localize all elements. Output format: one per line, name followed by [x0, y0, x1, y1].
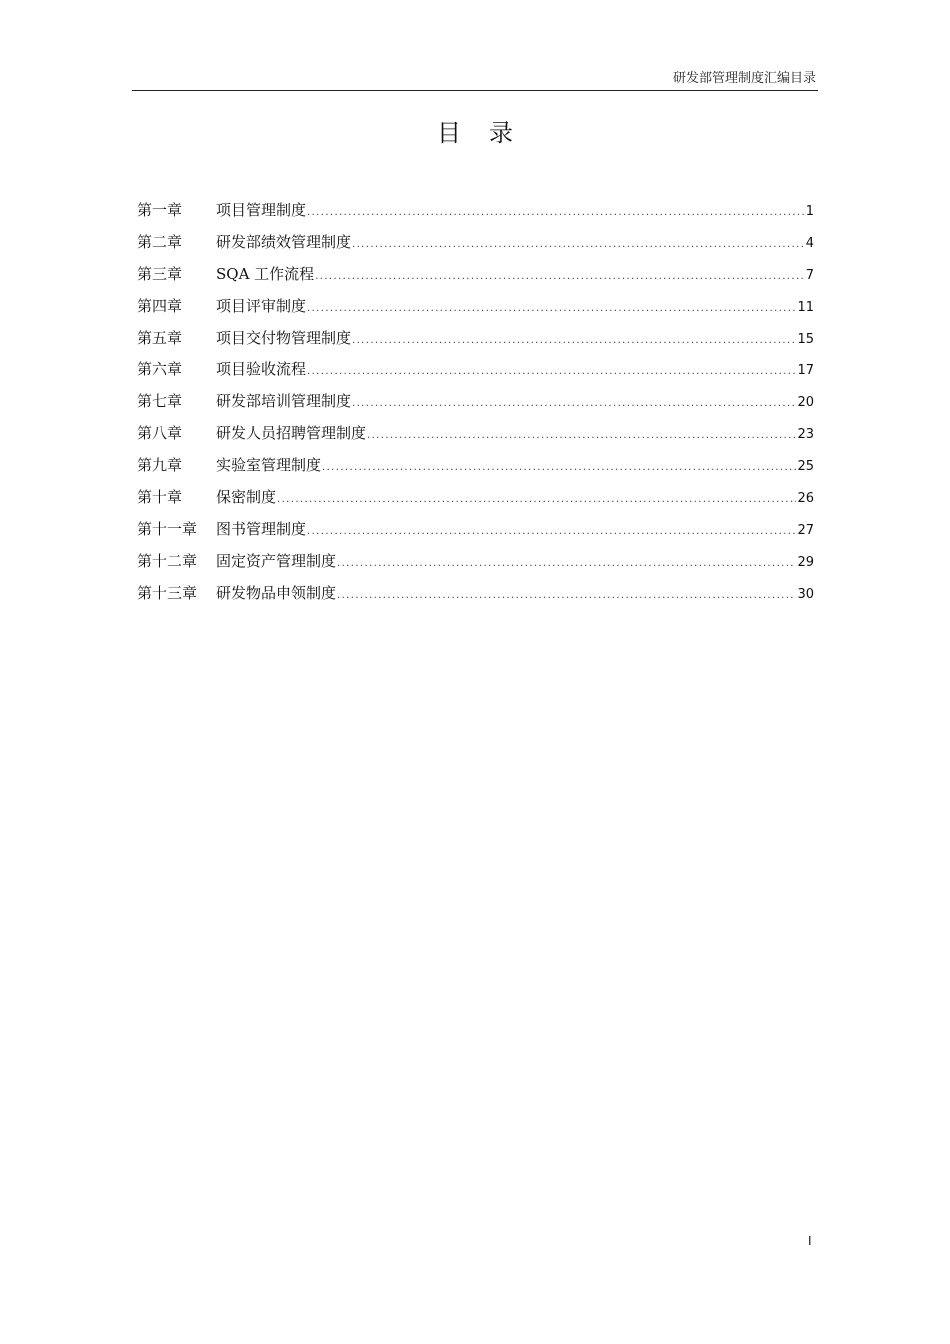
- toc-page-number: 4: [805, 235, 814, 251]
- toc-leader: [337, 550, 796, 578]
- toc-entry[interactable]: [137, 355, 814, 387]
- toc-chapter: 第一章: [137, 201, 183, 219]
- toc-page-number: 1: [805, 204, 814, 219]
- toc-leader: [277, 486, 796, 514]
- toc-title: 项目管理制度: [216, 201, 307, 219]
- toc-leader: [352, 231, 805, 259]
- toc-entry[interactable]: [137, 387, 814, 419]
- toc-title: 研发人员招聘管理制度: [216, 424, 367, 443]
- header-title: 研发部管理制度汇编目录: [672, 71, 816, 86]
- toc-chapter: 第十三章: [137, 583, 198, 602]
- toc-chapter: 第六章: [137, 360, 183, 379]
- toc-title: 项目交付物管理制度: [216, 328, 352, 347]
- toc-page-number: 17: [797, 363, 814, 379]
- toc-entry[interactable]: [137, 579, 814, 611]
- toc-entry[interactable]: [137, 292, 814, 324]
- toc-title: 研发部培训管理制度: [216, 392, 352, 411]
- toc-entry[interactable]: [137, 419, 814, 451]
- page-header: [132, 70, 818, 91]
- toc-leader: [307, 518, 796, 546]
- toc-page-number: 27: [797, 522, 814, 538]
- toc-chapter: 第二章: [137, 232, 183, 251]
- toc-page-number: 29: [797, 554, 814, 570]
- toc-leader: [307, 358, 796, 386]
- table-of-contents: [137, 196, 814, 611]
- toc-page-number: 15: [797, 331, 814, 347]
- toc-page-number: 23: [797, 427, 814, 443]
- toc-chapter: 第十章: [137, 488, 183, 507]
- toc-entry[interactable]: [137, 547, 814, 579]
- toc-leader: [337, 582, 796, 610]
- title-char-2: 录: [489, 119, 513, 147]
- toc-title: 项目验收流程: [216, 360, 307, 379]
- toc-leader: [367, 422, 796, 450]
- toc-leader: [307, 199, 805, 227]
- toc-chapter: 第三章: [137, 264, 183, 283]
- toc-page-number: 11: [797, 299, 814, 315]
- toc-leader: [352, 327, 796, 355]
- toc-page-number: 20: [797, 395, 814, 411]
- toc-leader: [315, 263, 805, 291]
- title-char-1: 目: [437, 119, 461, 147]
- toc-page-number: 7: [805, 267, 814, 283]
- toc-chapter: 第九章: [137, 456, 183, 475]
- toc-entry[interactable]: [137, 515, 814, 547]
- toc-leader: [352, 390, 796, 418]
- footer-page-number: I: [808, 1234, 812, 1248]
- toc-page-number: 26: [797, 491, 814, 507]
- toc-page-number: 30: [797, 586, 814, 602]
- toc-title: 项目评审制度: [216, 296, 307, 315]
- toc-title: SQA 工作流程: [216, 264, 315, 283]
- toc-chapter: 第十二章: [137, 551, 198, 570]
- toc-title: 固定资产管理制度: [216, 551, 337, 570]
- toc-chapter: 第五章: [137, 328, 183, 347]
- toc-entry[interactable]: [137, 228, 814, 260]
- toc-title: 研发部绩效管理制度: [216, 232, 352, 251]
- toc-title: 研发物品申领制度: [216, 583, 337, 602]
- toc-chapter: 第十一章: [137, 519, 198, 538]
- toc-entry[interactable]: [137, 483, 814, 515]
- toc-page-number: 25: [797, 459, 814, 475]
- toc-leader: [307, 295, 796, 323]
- toc-chapter: 第七章: [137, 392, 183, 411]
- toc-chapter: 第八章: [137, 424, 183, 443]
- toc-title: 保密制度: [216, 488, 277, 507]
- toc-title: 图书管理制度: [216, 519, 307, 538]
- toc-entry[interactable]: [137, 324, 814, 356]
- toc-entry[interactable]: [137, 451, 814, 483]
- toc-title: 实验室管理制度: [216, 456, 322, 475]
- toc-chapter: 第四章: [137, 296, 183, 315]
- toc-entry[interactable]: [137, 196, 814, 228]
- page-title: [0, 116, 950, 150]
- toc-leader: [322, 454, 796, 482]
- toc-entry[interactable]: [137, 260, 814, 292]
